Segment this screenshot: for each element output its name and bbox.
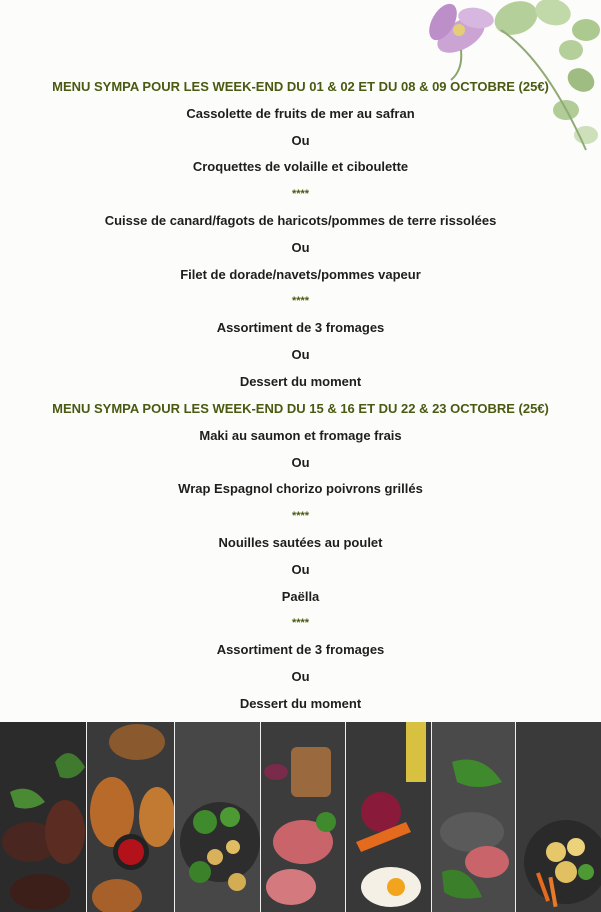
choice-separator: Ou	[291, 454, 310, 470]
choice-separator: Ou	[291, 239, 310, 255]
dish-item: Croquettes de volaille et ciboulette	[192, 159, 409, 175]
ham-greens-panel	[432, 722, 516, 912]
pasta-salad-panel	[516, 722, 601, 912]
choice-separator: Ou	[291, 132, 310, 148]
choice-separator: Ou	[291, 669, 310, 684]
chicken-wings-panel	[87, 722, 175, 912]
dish-item: Nouilles sautées au poulet	[218, 535, 383, 550]
dish-item: Dessert du moment	[239, 695, 362, 711]
dish-item: Dessert du moment	[239, 373, 362, 389]
charcuterie-panel	[261, 722, 345, 912]
food-photo-strip	[0, 722, 601, 912]
course-separator: ****	[291, 617, 310, 630]
dish-item: Maki au saumon et fromage frais	[199, 427, 402, 443]
choice-separator: Ou	[291, 347, 310, 362]
course-separator: ****	[291, 510, 310, 523]
dish-item: Wrap Espagnol chorizo poivrons grillés	[178, 481, 423, 497]
dish-item: Assortiment de 3 fromages	[216, 320, 385, 336]
menu-title: MENU SYMPA POUR LES WEEK-END DU 15 & 16 ET DU 22 & 23 OCTOBRE (25€)	[52, 401, 549, 416]
course-separator: ****	[291, 188, 310, 201]
course-separator: ****	[291, 295, 310, 308]
sausage-panel	[0, 722, 87, 912]
dish-item: Paëlla	[281, 588, 320, 604]
chickpea-salad-panel	[175, 722, 261, 912]
dish-item: Assortiment de 3 fromages	[216, 642, 385, 658]
choice-separator: Ou	[291, 561, 310, 577]
dish-item: Cassolette de fruits de mer au safran	[186, 105, 415, 121]
menu-title: MENU SYMPA POUR LES WEEK-END DU 01 & 02 ET DU 08 & 09 OCTOBRE (25€)	[52, 79, 549, 94]
fried-egg-panel	[346, 722, 432, 912]
dish-item: Filet de dorade/navets/pommes vapeur	[180, 266, 421, 282]
dish-item: Cuisse de canard/fagots de haricots/pommes de terre rissolées	[104, 213, 497, 228]
